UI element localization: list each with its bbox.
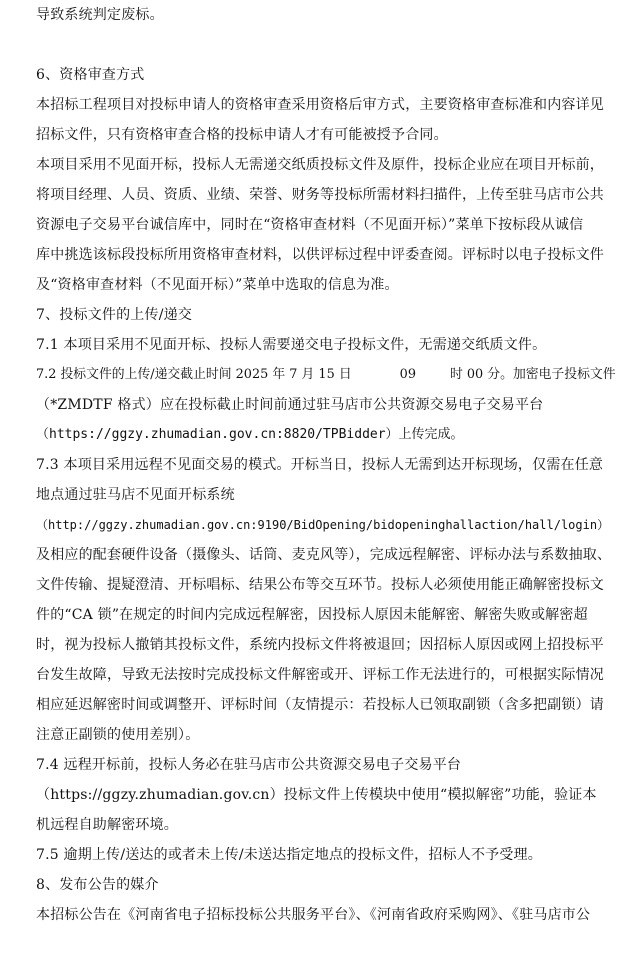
url-line: （https://ggzy.zhumadian.gov.cn:8820/TPBidder）上传完成。	[36, 427, 464, 442]
text-line: 将项目经理、人员、资质、业绩、荣誉、财务等投标所需材料扫描件，上传至驻马店市公共	[36, 187, 604, 203]
text-line: 相应延迟解密时间或调整开、评标时间（友情提示：若投标人已领取副锁（含多把副锁）请	[36, 697, 604, 713]
text-line: 7.3 本项目采用远程不见面交易的模式。开标当日，投标人无需到达开标现场，仅需在任意	[36, 457, 604, 473]
text-line: 资源电子交易平台诚信库中，同时在“资格审查材料（不见面开标）”菜单下按标段从诚信	[36, 217, 584, 233]
text-line: 招标文件，只有资格审查合格的投标申请人才有可能被授予合同。	[36, 127, 448, 143]
text-line: 7.4 远程开标前，投标人务必在驻马店市公共资源交易电子交易平台	[36, 757, 462, 773]
text-line	[36, 365, 616, 385]
text-line: 台发生故障，导致无法按时完成投标文件解密或开、评标工作无法进行的，可根据实际情况	[36, 667, 604, 683]
text-line: 及相应的配套硬件设备（摄像头、话筒、麦克风等），完成远程解密、评标办法与系数抽取、	[36, 547, 612, 563]
text-line: 本招标公告在《河南省电子招标投标公共服务平台》、《河南省政府采购网》、《驻马店市公	[36, 907, 591, 923]
text-line: 7.5 逾期上传/送达的或者未上传/未送达指定地点的投标文件，招标人不予受理。	[36, 847, 542, 863]
section-heading: 6、资格审查方式	[36, 67, 145, 83]
text-line: 注意正副锁的使用差别）。	[36, 727, 200, 743]
text-line: 及“资格审查材料（不见面开标）”菜单中选取的信息为准。	[36, 277, 399, 293]
text-line: （https://ggzy.zhumadian.gov.cn）投标文件上传模块中使用“模拟解密”功能，验证本	[36, 787, 597, 803]
text-line: 地点通过驻马店不见面开标系统	[36, 487, 235, 503]
text-line: 7.1 本项目采用不见面开标、投标人需要递交电子投标文件，无需递交纸质文件。	[36, 337, 547, 353]
url-line: （http://ggzy.zhumadian.gov.cn:9190/BidOpening/bidopeninghallaction/hall/login）	[36, 518, 610, 532]
section-heading: 8、发布公告的媒介	[36, 877, 159, 893]
section-heading: 7、投标文件的上传/递交	[36, 307, 193, 323]
text-line: 件的“CA 锁”在规定的时间内完成远程解密，因投标人原因未能解密、解密失败或解密超	[36, 607, 588, 623]
deadline-hour: 09	[399, 367, 416, 382]
text-line: 时，视为投标人撤销其投标文件，系统内投标文件将被退回；因招标人原因或网上招投标平	[36, 637, 604, 653]
text-line: 导致系统判定废标。	[36, 7, 164, 23]
deadline-text: 7.2 投标文件的上传/递交截止时间 2025 年 7 月 15 日	[36, 367, 352, 382]
text-line: 本招标工程项目对投标申请人的资格审查采用资格后审方式，主要资格审查标准和内容详见	[36, 97, 604, 113]
text-line: 文件传输、提疑澄清、开标唱标、结果公布等交互环节。投标人必须使用能正确解密投标文	[36, 577, 604, 593]
text-line: 库中挑选该标段投标所用资格审查材料，以供评标过程中评委查阅。评标时以电子投标文件	[36, 247, 604, 263]
deadline-minute-text: 时 00 分。加密电子投标文件	[449, 367, 616, 382]
text-line: （*ZMDTF 格式）应在投标截止时间前通过驻马店市公共资源交易电子交易平台	[36, 397, 544, 413]
text-line: 本项目采用不见面开标，投标人无需递交纸质投标文件及原件，投标企业应在项目开标前，	[36, 157, 604, 173]
text-line: 机远程自助解密环境。	[36, 817, 178, 833]
